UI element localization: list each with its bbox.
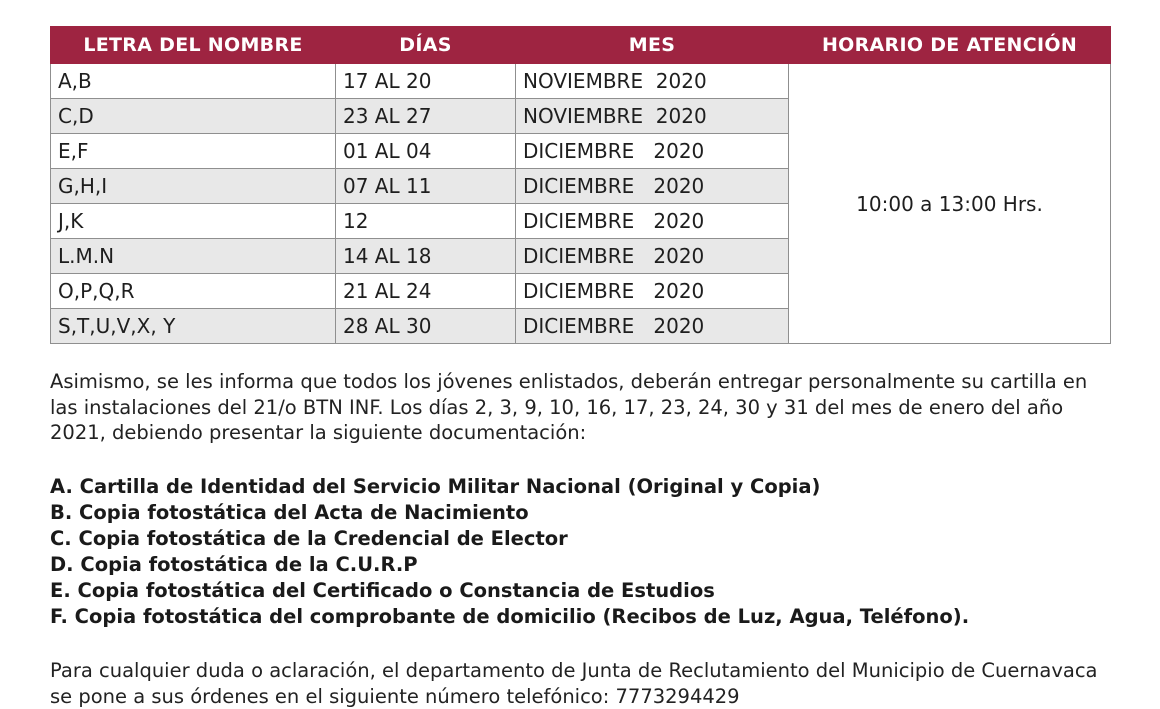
documents-list bbox=[50, 474, 969, 630]
cell-month: DICIEMBRE 2020 bbox=[516, 204, 789, 239]
table-header-row bbox=[51, 27, 1111, 64]
cell-month: NOVIEMBRE 2020 bbox=[516, 99, 789, 134]
cell-letters: A,B bbox=[51, 64, 336, 99]
cell-month: NOVIEMBRE 2020 bbox=[516, 64, 789, 99]
contact-paragraph: Para cualquier duda o aclaración, el departamento de Junta de Reclutamiento del Municipio de Cuernavaca se pone a sus órdenes en el siguiente número telefónico: 7773294429 bbox=[50, 659, 1098, 708]
list-item: D. Copia fotostática de la C.U.R.P bbox=[50, 553, 418, 576]
cell-letters: O,P,Q,R bbox=[51, 274, 336, 309]
cell-month: DICIEMBRE 2020 bbox=[516, 134, 789, 169]
cell-hours: 10:00 a 13:00 Hrs. bbox=[789, 64, 1111, 344]
cell-letters: L.M.N bbox=[51, 239, 336, 274]
table-row bbox=[51, 64, 1111, 99]
cell-month: DICIEMBRE 2020 bbox=[516, 239, 789, 274]
instructions-paragraph: Asimismo, se les informa que todos los jóvenes enlistados, deberán entregar personalmente su cartilla en las instalaciones del 21/o BTN INF. Los días 2, 3, 9, 10, 16, 17, 23, 24, 30 y 31 del mes de enero del año 2021, debiendo presentar la siguiente documentación: bbox=[50, 370, 1088, 444]
cell-letters: S,T,U,V,X, Y bbox=[51, 309, 336, 344]
cell-days: 23 AL 27 bbox=[336, 99, 516, 134]
list-item: C. Copia fotostática de la Credencial de Elector bbox=[50, 527, 568, 550]
header-letters: LETRA DEL NOMBRE bbox=[51, 27, 336, 64]
cell-letters: G,H,I bbox=[51, 169, 336, 204]
list-item: B. Copia fotostática del Acta de Nacimiento bbox=[50, 501, 529, 524]
list-item: F. Copia fotostática del comprobante de domicilio (Recibos de Luz, Agua, Teléfono). bbox=[50, 605, 970, 628]
cell-days: 17 AL 20 bbox=[336, 64, 516, 99]
cell-days: 07 AL 11 bbox=[336, 169, 516, 204]
cell-letters: C,D bbox=[51, 99, 336, 134]
cell-days: 01 AL 04 bbox=[336, 134, 516, 169]
cell-days: 14 AL 18 bbox=[336, 239, 516, 274]
cell-letters: J,K bbox=[51, 204, 336, 239]
cell-month: DICIEMBRE 2020 bbox=[516, 169, 789, 204]
cell-letters: E,F bbox=[51, 134, 336, 169]
cell-month: DICIEMBRE 2020 bbox=[516, 274, 789, 309]
cell-month: DICIEMBRE 2020 bbox=[516, 309, 789, 344]
header-days: DÍAS bbox=[336, 27, 516, 64]
cell-days: 12 bbox=[336, 204, 516, 239]
list-item: E. Copia fotostática del Certificado o Constancia de Estudios bbox=[50, 579, 715, 602]
header-month: MES bbox=[516, 27, 789, 64]
cell-days: 21 AL 24 bbox=[336, 274, 516, 309]
cell-days: 28 AL 30 bbox=[336, 309, 516, 344]
schedule-table bbox=[50, 26, 1111, 344]
header-hours: HORARIO DE ATENCIÓN bbox=[789, 27, 1111, 64]
list-item: A. Cartilla de Identidad del Servicio Militar Nacional (Original y Copia) bbox=[50, 475, 821, 498]
